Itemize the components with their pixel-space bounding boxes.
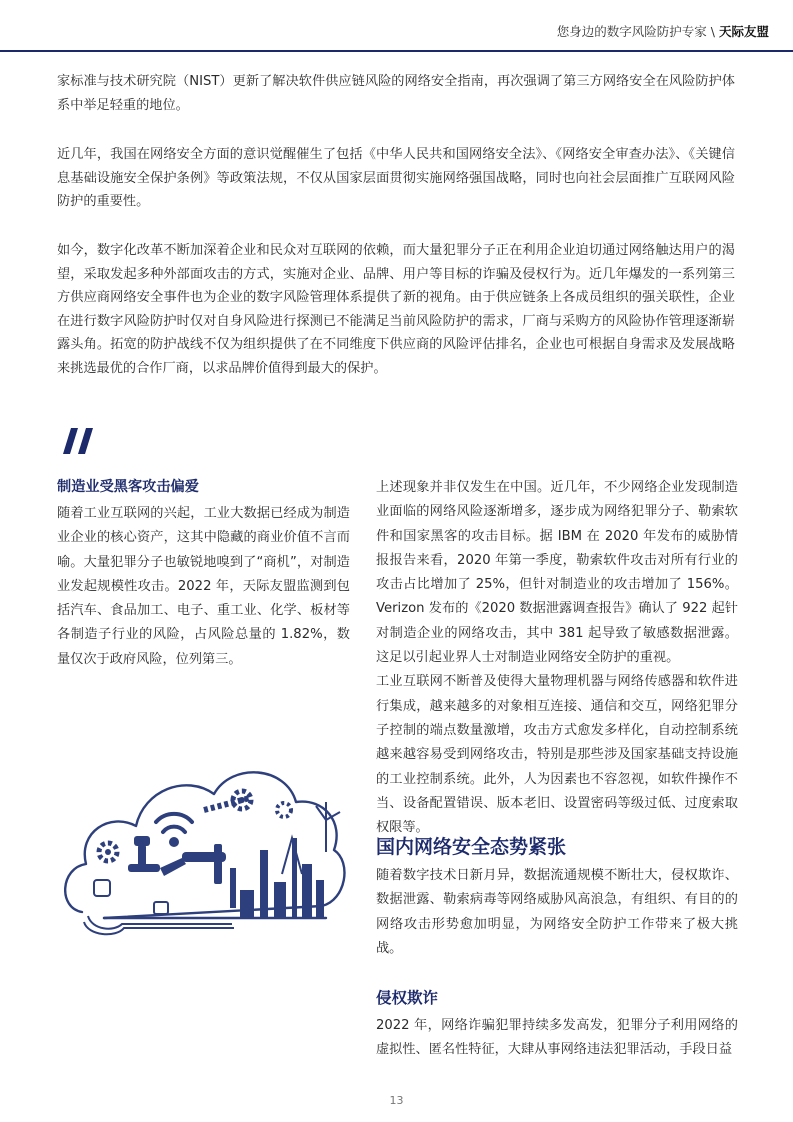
domestic-security-paragraph: 随着数字技术日新月异，数据流通规模不断壮大，侵权欺诈、数据泄露、勒索病毒等网络威胁风高浪急，有组织、有目的的网络攻击形势愈加明显，为网络安全防护工作带来了极大挑战。 [376, 868, 738, 956]
header-separator: \ [706, 24, 719, 39]
intro-paragraph-3: 如今，数字化改革不断加深着企业和民众对互联网的依赖，而大量犯罪分子正在利用企业迫切通过网络触达用户的渴望，采取发起多种外部面攻击的方式，实施对企业、品牌、用户等目标的诈骗及侵权行为。近几年爆发的一系列第三方供应商网络安全事件也为企业的数字风险管理体系提供了新的视角。由于供应链条上各成员组织的强关联性，企业在进行数字风险防护时仅对自身风险进行探测已不能满足当前风险防护的需求，厂商与采购方的风险协作管理逐渐崭露头角。拓宽的防护战线不仅为组织提供了在不同维度下供应商的风险评估排名，企业也可根据自身需求及发展战略来挑选最优的合作厂商，以求品牌价值得到最大的保护。 [57, 243, 735, 376]
domestic-security-block [376, 864, 738, 961]
right-column-paragraph-1: 上述现象并非仅发生在中国。近几年，不少网络企业发现制造业面临的网络风险逐渐增多，逐步成为网络犯罪分子、勒索软件和国家黑客的攻击目标。据 IBM 在 2020 年发布的威胁情报报告来看，2020 年第一季度，勒索软件攻击对所有行业的攻击占比增加了 25%，但针对制造业的攻击增加了 156%。Verizon 发布的《2020 数据泄露调查报告》确认了 922 起针对制造企业的网络攻击，其中 381 起导致了敏感数据泄露。这足以引起业界人士对制造业网络安全防护的重视。 [376, 480, 738, 666]
page-number: 13 [389, 1094, 404, 1107]
header-rule [0, 50, 793, 52]
intro-paragraph-2: 近几年，我国在网络安全方面的意识觉醒催生了包括《中华人民共和国网络安全法》、《网络安全审查办法》、《关键信息基础设施安全保护条例》等政策法规，不仅从国家层面贯彻实施网络强国战略，同时也向社会层面推广互联网风险防护的重要性。 [57, 147, 735, 209]
industrial-cloud-illustration [64, 740, 346, 946]
double-slash-icon [62, 428, 98, 454]
left-column-body: 随着工业互联网的兴起，工业大数据已经成为制造业企业的核心资产，这其中隐藏的商业价值不言而喻。大量犯罪分子也敏锐地嗅到了“商机”，对制造业发起规模性攻击。2022 年，天际友盟监测到包括汽车、食品加工、电子、重工业、化学、板材等各制造子行业的风险，占风险总量的 1.82%，数量仅次于政府风险，位列第三。 [57, 506, 350, 667]
header-tagline [557, 22, 769, 40]
subheading-infringement-fraud: 侵权欺诈 [376, 989, 439, 1007]
header-tagline-text: 您身边的数字风险防护专家 [556, 24, 707, 39]
header-brand: 天际友盟 [718, 24, 769, 39]
section-heading-domestic-security: 国内网络安全态势紧张 [376, 836, 567, 858]
right-column-paragraph-2: 工业互联网不断普及使得大量物理机器与网络传感器和软件进行集成，越来越多的对象相互连接、通信和交互，网络犯罪分子控制的端点数量激增，攻击方式愈发多样化，自动控制系统越来越容易受到网络攻击，特别是那些涉及国家基础支持设施的工业控制系统。此外，人为因素也不容忽视，如软件操作不当、设备配置错误、版本老旧、设置密码等级过低、过度索取权限等。 [376, 674, 738, 836]
right-column [376, 476, 738, 840]
intro-paragraph-1: 家标准与技术研究院（NIST）更新了解决软件供应链风险的网络安全指南，再次强调了第三方网络安全在风险防护体系中举足轻重的地位。 [57, 74, 735, 113]
section-heading-manufacturing: 制造业受黑客攻击偏爱 [57, 479, 199, 495]
left-column [57, 476, 350, 672]
infringement-fraud-block [376, 1014, 738, 1063]
infringement-fraud-paragraph: 2022 年，网络诈骗犯罪持续多发高发，犯罪分子利用网络的虚拟性、匿名性特征，大肆从事网络违法犯罪活动，手段日益 [376, 1018, 738, 1058]
